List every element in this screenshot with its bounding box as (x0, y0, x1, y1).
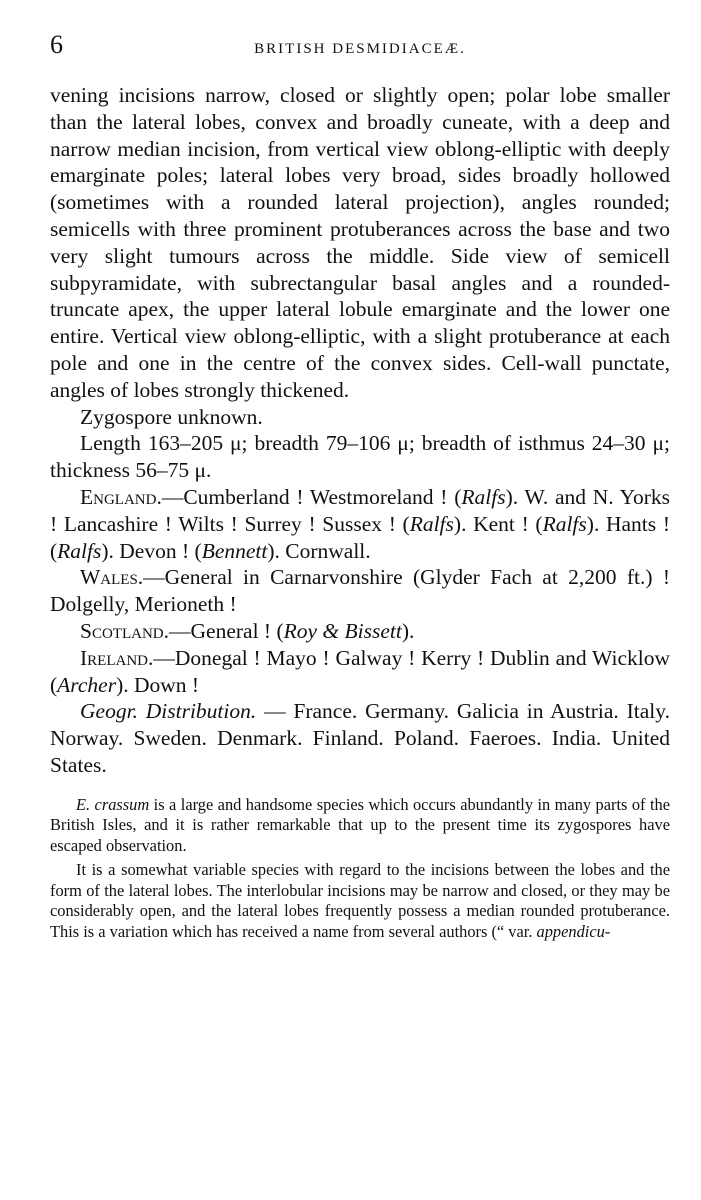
zygospore-line: Zygospore unknown. (80, 404, 263, 429)
species-name: E. crassum (76, 794, 150, 814)
dimensions-line: Length 163–205 μ; breadth 79–106 μ; breadth of isthmus 24–30 μ; thickness 56–75 μ. (50, 431, 670, 483)
distribution-england: England.—Cumberland ! Westmoreland ! (Ralfs). W. and N. Yorks ! Lancashire ! Wilts ! Surrey ! Sussex ! (Ralfs). Kent ! (Ralfs). Hants ! (Ralfs). Devon ! (Bennett). Cornwall. (50, 484, 670, 563)
distribution-ireland: Ireland.—Donegal ! Mayo ! Galway ! Kerry ! Dublin and Wicklow (Archer). Down ! (50, 645, 670, 697)
authority-ref: Ralfs (542, 511, 587, 536)
book-page (50, 30, 670, 946)
note-paragraph: E. crassum is a large and handsome species which occurs abundantly in many parts of the British Isles, and it is rather remarkable that up to the present time its zygospores have escaped observation. (50, 794, 670, 855)
species-description (50, 82, 670, 779)
authority-ref: Ralfs (57, 538, 102, 563)
description-paragraph: vening incisions narrow, closed or slightly open; polar lobe smaller than the lateral lobes, convex and broadly cuneate, with a deep and narrow median incision, from vertical view oblong-elliptic with deeply emarginate poles; lateral lobes very broad, sides broadly hollowed (sometimes with a rounded lateral projection), angles rounded; semicells with three prominent protuberances across the base and two very slight tumours across the middle. Side view of semicell subpyramidate, with subrectangular basal angles and a rounded-truncate apex, the upper lateral lobule emarginate and the lower one entire. Vertical view oblong-elliptic, with a slight protuberance at each pole and one in the centre of the convex sides. Cell-wall punctate, angles of lobes strongly thickened. (50, 83, 670, 402)
authority-ref: Archer (57, 672, 117, 697)
page-header (50, 30, 670, 62)
region-label-wales: Wales. (80, 565, 144, 590)
page-number: 6 (50, 30, 63, 59)
small-print-notes (50, 795, 670, 943)
authority-ref: Ralfs (461, 484, 506, 509)
distribution-geographic: Geogr. Distribution. — France. Germany. Galicia in Austria. Italy. Norway. Sweden. Denmark. Finland. Poland. Faeroes. India. United States. (50, 699, 670, 777)
region-label-geographic: Geogr. Distribution. (80, 699, 257, 724)
distribution-wales: Wales.—General in Carnarvonshire (Glyder Fach at 2,200 ft.) ! Dolgelly, Merioneth ! (50, 565, 670, 617)
authority-ref: Ralfs (409, 511, 454, 536)
region-label-ireland: Ireland. (80, 645, 154, 670)
distribution-scotland: Scotland.—General ! (Roy & Bissett). (80, 618, 415, 643)
authority-ref: Bennett (201, 538, 268, 563)
note-paragraph: It is a somewhat variable species with regard to the incisions between the lobes and the form of the lateral lobes. The interlobular incisions may be narrow and closed, or they may be considerably open, and the lateral lobes frequently possess a median rounded protuberance. This is a variation which has received a name from several authors (“ var. appendicu- (50, 860, 670, 941)
region-label-scotland: Scotland. (80, 618, 169, 643)
region-label-england: England. (80, 484, 162, 509)
authority-ref: Roy & Bissett (283, 618, 402, 643)
running-head: BRITISH DESMIDIACEÆ. (254, 41, 466, 57)
